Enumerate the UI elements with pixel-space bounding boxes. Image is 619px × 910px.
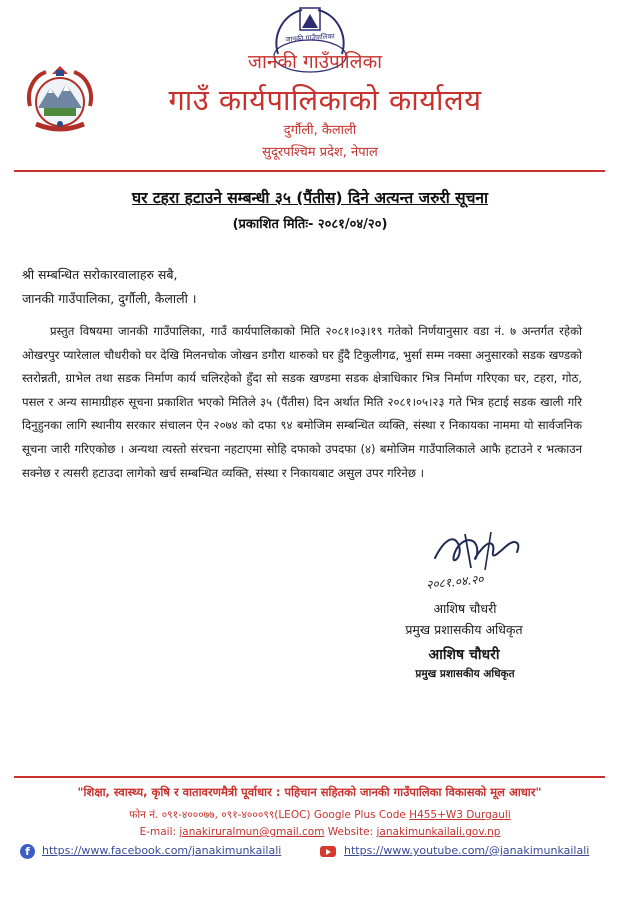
facebook-icon: f (20, 844, 35, 859)
office-title: गाउँ कार्यपालिकाको कार्यालय (168, 83, 482, 117)
notice-body-paragraph: प्रस्तुत विषयमा जानकी गाउँपालिका, गाउँ कार्यपालिकाको मिति २०८१।०३।१९ गतेको निर्णयानुसार वडा नं. ७ अन्तर्गत रहेको ओखरपुर प्यारेलाल चौधरीको घर देखि मिलनचोक जोखन डगौरा थारुको घर हुँदै टिकुलीगढ, भुर्सा सम्म नक्सा अनुसारको सडक खण्डको स्तरोन्नती, ग्राभेल तथा सडक निर्माण कार्य चलिरहेको हुँदा सो सडक खण्डमा सडक क्षेत्राधिकार भित्र निर्माण गरिएका घर, टहरा, गोठ, पसल र अन्य सामाग्रीहरु सूचना प्रकाशित भएको मितिले ३५ (पैंतीस) दिन अर्थात मिति २०८१।०५।२३ गते भित्र हटाई सडक खाली गरि दिनुहुनका लागि स्थानीय सरकार संचालन ऐन २०७४ को दफा ९४ बमोजिम सम्बन्धित व्यक्ति, संस्था र निकायका नाममा यो सार्वजनिक सूचना जारी गरिएकोछ । अन्यथा त्यस्तो संरचना नहटाएमा सोहि दफाको उपदफा (४) बमोजिम गाउँपालिकाले आफै हटाउने र भत्काउन सक्नेछ र त्यसरी हटाउदा लागेको खर्च सम्बन्धित व्यक्ति, संस्था र निकायबाट असुल उपर गरिनेछ । (22, 324, 582, 480)
website-link[interactable]: janakimunkailali.gov.np (376, 826, 501, 838)
signatory-post: प्रमुख प्रशासकीय अधिकृत (405, 622, 523, 637)
facebook-link[interactable]: https://www.facebook.com/janakimunkailali (42, 844, 282, 857)
org-name: जानकी गाउँपालिका (247, 51, 383, 73)
stamp-name: आशिष चौधरी (428, 647, 500, 663)
phone-numbers: फोन नं. ०९१-४०००७७, ०९१-४०००९९(LEOC) (129, 809, 311, 821)
header-divider (14, 170, 605, 172)
notice-body (22, 320, 582, 485)
plus-code[interactable]: H455+W3 Durgauli (409, 809, 511, 821)
seal-text: जानकी गाउँपालिका (285, 32, 335, 44)
signatory-name: आशिष चौधरी (433, 601, 497, 616)
contact-line-phone (60, 808, 580, 822)
nepal-emblem-icon (22, 62, 98, 138)
website-label: Website: (327, 826, 374, 838)
recipient-line-2: जानकी गाउँपालिका, दुर्गौली, कैलाली । (22, 291, 197, 306)
plus-code-label: Google Plus Code (313, 809, 406, 821)
youtube-link[interactable]: https://www.youtube.com/@janakimunkailali (344, 844, 590, 857)
notice-title: घर टहरा हटाउने सम्बन्धी ३५ (पैंतीस) दिने अत्यन्त जरुरी सूचना (131, 189, 489, 207)
published-date: (प्रकाशित मितिः- २०८१/०४/२०) (232, 217, 388, 232)
footer-divider (14, 776, 605, 778)
email-label: E-mail: (139, 826, 177, 838)
address-line-1: दुर्गौली, कैलाली (283, 123, 357, 138)
youtube-icon (320, 846, 336, 857)
recipient-line-1: श्री सम्बन्धित सरोकारवालाहरु सबै, (22, 267, 178, 282)
footer-slogan: "शिक्षा, स्वास्थ्य, कृषि र वातावरणमैत्री पूर्वाधार : पहिचान सहितको जानकी गाउँपालिका विकासको मूल आधार" (77, 785, 542, 799)
contact-line-email (60, 826, 580, 838)
email-link[interactable]: janakiruralmun@gmail.com (179, 826, 325, 838)
address-line-2: सुदूरपश्चिम प्रदेश, नेपाल (262, 145, 378, 160)
social-links (20, 843, 600, 863)
signature-date: २०८१.०४.२० (425, 572, 485, 592)
stamp-post: प्रमुख प्रशासकीय अधिकृत (415, 668, 515, 680)
